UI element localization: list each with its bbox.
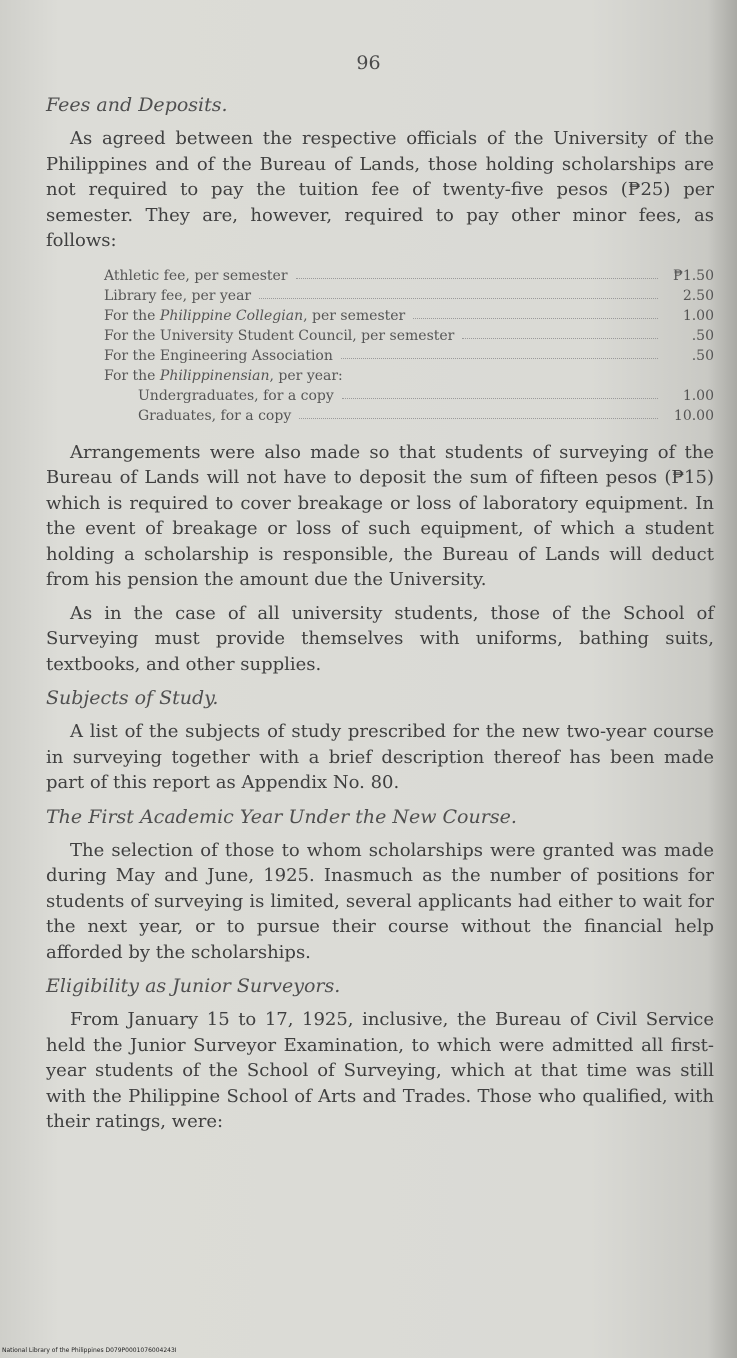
fee-row	[104, 364, 714, 384]
archive-footer: National Library of the Philippines D079P0001076004243I	[2, 1347, 177, 1354]
fee-label: For the University Student Council, per semester	[104, 327, 455, 344]
fee-label: Graduates, for a copy	[138, 407, 292, 424]
paragraph-subjects-of-study: A list of the subjects of study prescribed for the new two-year course in surveying together with a brief description thereof has been made part of this report as Appendix No. 80.	[46, 721, 714, 793]
fee-amount: ₱1.50	[672, 267, 714, 284]
paragraph-student-supplies: As in the case of all university students, those of the School of Surveying must provide themselves with uniforms, bathing suits, textbooks, and other supplies.	[46, 602, 714, 675]
dot-leader	[259, 298, 658, 299]
page-content	[46, 92, 714, 1143]
paragraph-first-academic-year: The selection of those to whom scholarships were granted was made during May and June, 1925. Inasmuch as the number of positions for students of surveying is limited, several applicants had either to wait for the next year, or to pursue their course without the financial help afforded by the scholarships.	[46, 839, 714, 963]
heading-eligibility: Eligibility as Junior Surveyors.	[46, 975, 341, 997]
dot-leader	[413, 318, 658, 319]
fee-label: Undergraduates, for a copy	[138, 387, 334, 404]
fee-label: Athletic fee, per semester	[104, 267, 288, 284]
fee-amount: 10.00	[673, 407, 714, 424]
dot-leader	[462, 338, 658, 339]
dot-leader	[342, 398, 658, 399]
fee-amount: 2.50	[682, 287, 714, 304]
paragraph-fees-intro: As agreed between the respective officials of the University of the Philippines and of the Bureau of Lands, those holding scholarships are not required to pay the tuition fee of twenty-five pesos (₱25) per semester. They are, however, required to pay other minor fees, as follows:	[46, 128, 714, 251]
fee-amount: .50	[691, 327, 714, 344]
fee-row	[104, 284, 714, 304]
heading-subjects-of-study: Subjects of Study.	[46, 687, 219, 709]
fee-row	[104, 384, 714, 404]
dot-leader	[341, 358, 658, 359]
fee-row	[104, 344, 714, 364]
paragraph-eligibility: From January 15 to 17, 1925, inclusive, the Bureau of Civil Service held the Junior Surveyor Examination, to which were admitted all first-year students of the School of Surveying, which at that time was still with the Philippine School of Arts and Trades. Those who qualified, with their ratings, were:	[46, 1009, 714, 1132]
heading-first-academic-year: The First Academic Year Under the New Course.	[46, 805, 517, 828]
fee-row	[104, 404, 714, 424]
fee-row	[104, 304, 714, 324]
fee-amount: 1.00	[682, 387, 714, 404]
fee-label: For the Engineering Association	[104, 347, 333, 364]
fee-amount: .50	[691, 347, 714, 364]
fees-list	[104, 264, 714, 424]
fee-row	[104, 264, 714, 284]
fee-label: Library fee, per year	[104, 287, 252, 304]
heading-fees-and-deposits: Fees and Deposits.	[46, 94, 228, 116]
fee-label: For the Philippine Collegian, per semester	[104, 307, 406, 324]
page-number: 96	[356, 52, 381, 74]
fee-amount: 1.00	[682, 307, 714, 324]
fee-row	[104, 324, 714, 344]
fee-label: For the Philippinensian, per year:	[104, 367, 343, 384]
dot-leader	[299, 418, 658, 419]
paragraph-deposit-arrangements: Arrangements were also made so that students of surveying of the Bureau of Lands will not have to deposit the sum of fifteen pesos (₱15) which is required to cover breakage or loss of laboratory equipment. In the event of breakage or loss of such equipment, of which a student holding a scholarship is responsible, the Bureau of Lands will deduct from his pension the amount due the University.	[46, 441, 714, 590]
dot-leader	[296, 278, 658, 279]
